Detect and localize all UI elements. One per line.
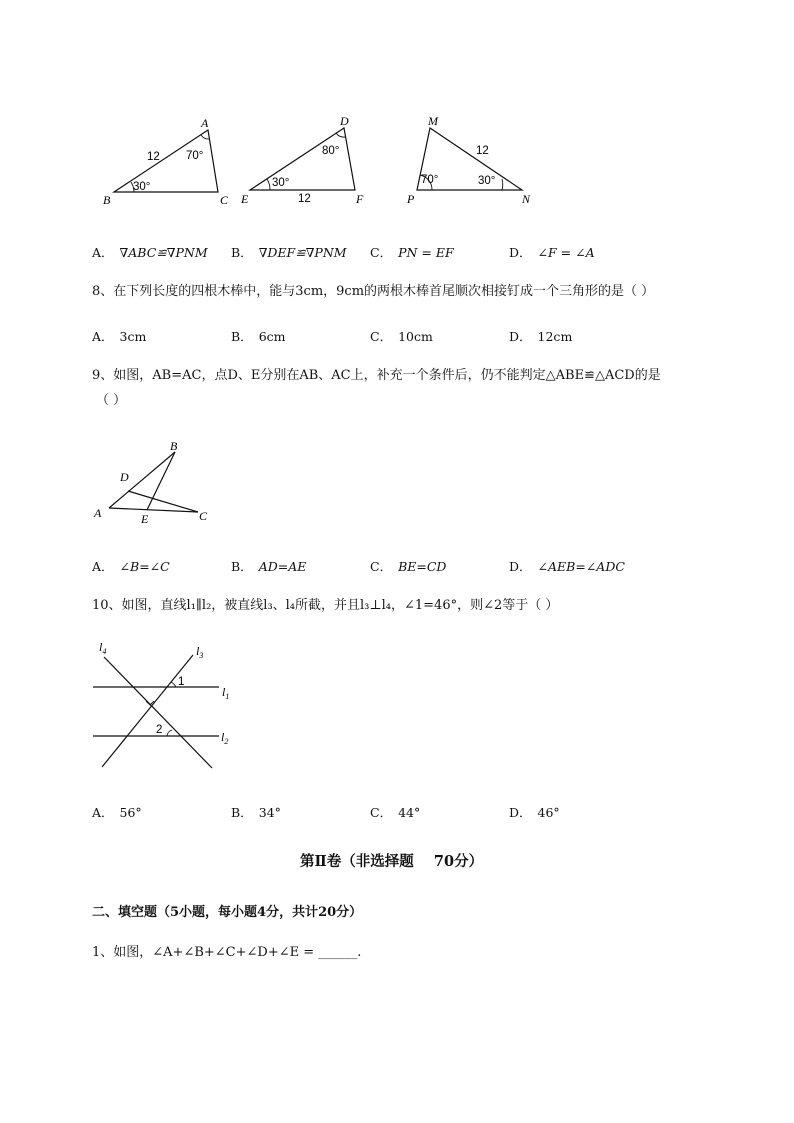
q8-option-c[interactable] xyxy=(370,327,433,345)
label-b: B xyxy=(103,193,111,207)
label-n: N xyxy=(522,192,531,206)
q10-stem: 10、如图，直线l₁∥l₂，被直线l₃、l₄所截，并且l₃⊥l₄，∠1=46°，则∠2等于（ ） xyxy=(92,598,559,613)
angle-p-value: 70° xyxy=(421,174,439,186)
q10-option-a[interactable] xyxy=(92,803,142,821)
triangle-mpn xyxy=(406,114,531,206)
option-label: A． xyxy=(92,329,114,344)
label-l3: $l_3$ xyxy=(196,644,204,660)
label-d: D xyxy=(340,114,349,128)
q8-stem: 8、在下列长度的四根木棒中，能与3cm，9cm的两根木棒首尾顺次相接钉成一个三角形的是（ ） xyxy=(92,284,655,299)
q8-option-b[interactable] xyxy=(231,327,286,345)
option-text: 3cm xyxy=(119,329,147,344)
label-e: E xyxy=(141,512,149,526)
label-c: C xyxy=(199,509,208,523)
side-mn-length: 12 xyxy=(476,145,489,157)
option-label: D． xyxy=(509,329,532,344)
option-label: B． xyxy=(231,559,253,574)
angle-1-label: 1 xyxy=(178,676,185,688)
q7-option-b[interactable] xyxy=(231,243,347,261)
label-a: A xyxy=(94,506,102,520)
q8-option-d[interactable] xyxy=(509,327,572,345)
label-e: E xyxy=(241,192,249,206)
label-d: D xyxy=(120,470,129,484)
option-text: 12cm xyxy=(537,329,573,344)
label-m: M xyxy=(428,114,438,128)
q9-figure xyxy=(80,430,230,530)
option-label: B． xyxy=(231,245,253,260)
option-label: C． xyxy=(370,559,393,574)
q10-option-d[interactable] xyxy=(509,803,560,821)
angle-a-value: 70° xyxy=(186,150,204,162)
label-c: C xyxy=(220,193,229,207)
option-text: BE=CD xyxy=(398,559,447,574)
q9-option-b[interactable] xyxy=(231,557,306,575)
q9-option-c[interactable] xyxy=(370,557,446,575)
triangle-abc xyxy=(103,116,229,207)
option-text: PN = EF xyxy=(398,245,454,260)
option-label: B． xyxy=(231,329,253,344)
option-text: 34° xyxy=(258,805,281,820)
option-label: D． xyxy=(509,805,532,820)
q10-option-b[interactable] xyxy=(231,803,281,821)
option-text: ∠F = ∠A xyxy=(537,245,595,260)
option-text: 46° xyxy=(537,805,560,820)
triangle-def xyxy=(240,114,364,206)
q9-stem-line1: 9、如图，AB=AC，点D、E分别在AB、AC上，补充一个条件后，仍不能判定△ABE≌△ACD的是 xyxy=(92,368,661,383)
q8-option-a[interactable] xyxy=(92,327,146,345)
fill-q1: 1、如图，∠A+∠B+∠C+∠D+∠E = ______. xyxy=(92,945,362,960)
q7-option-c[interactable] xyxy=(370,243,454,261)
q9-option-d[interactable] xyxy=(509,557,625,575)
option-text: ∇DEF≌∇PNM xyxy=(258,245,347,260)
q10-option-c[interactable] xyxy=(370,803,420,821)
option-text: 56° xyxy=(119,805,142,820)
q7-option-d[interactable] xyxy=(509,243,595,261)
q9-stem-line2: （ ） xyxy=(96,393,127,408)
angle-2-label: 2 xyxy=(156,724,163,736)
option-label: D． xyxy=(509,245,532,260)
option-label: B． xyxy=(231,805,253,820)
angle-e-value: 30° xyxy=(272,177,290,189)
label-l4: $l_4$ xyxy=(99,640,107,656)
option-text: ∠B=∠C xyxy=(119,559,170,574)
side-ef-length: 12 xyxy=(298,193,311,205)
q7-figures xyxy=(0,100,794,220)
option-text: 6cm xyxy=(258,329,286,344)
option-label: A． xyxy=(92,559,114,574)
angle-n-value: 30° xyxy=(478,175,496,187)
q10-figure xyxy=(85,635,245,775)
label-l1: $l_1$ xyxy=(222,685,230,701)
option-text: ∇ABC≌∇PNM xyxy=(119,245,208,260)
option-text: AD=AE xyxy=(258,559,307,574)
side-ab-length: 12 xyxy=(147,151,160,163)
angle-b-value: 30° xyxy=(133,181,151,193)
option-label: C． xyxy=(370,245,393,260)
option-label: D． xyxy=(509,559,532,574)
option-text: ∠AEB=∠ADC xyxy=(537,559,625,574)
label-b: B xyxy=(170,439,178,453)
option-text: 44° xyxy=(398,805,421,820)
label-a: A xyxy=(201,116,209,130)
option-label: A． xyxy=(92,245,114,260)
q7-option-a[interactable] xyxy=(92,243,208,261)
label-f: F xyxy=(356,192,364,206)
option-label: C． xyxy=(370,329,393,344)
angle-d-value: 80° xyxy=(322,145,340,157)
label-p: P xyxy=(407,192,415,206)
section-fill-in-blank: 二、填空题（5小题，每小题4分，共计20分） xyxy=(92,905,363,920)
option-text: 10cm xyxy=(398,329,433,344)
option-label: A． xyxy=(92,805,114,820)
label-l2: $l_2$ xyxy=(221,730,229,746)
option-label: C． xyxy=(370,805,393,820)
part2-title: 第Ⅱ卷（非选择题 70分） xyxy=(300,853,484,870)
q9-option-a[interactable] xyxy=(92,557,170,575)
